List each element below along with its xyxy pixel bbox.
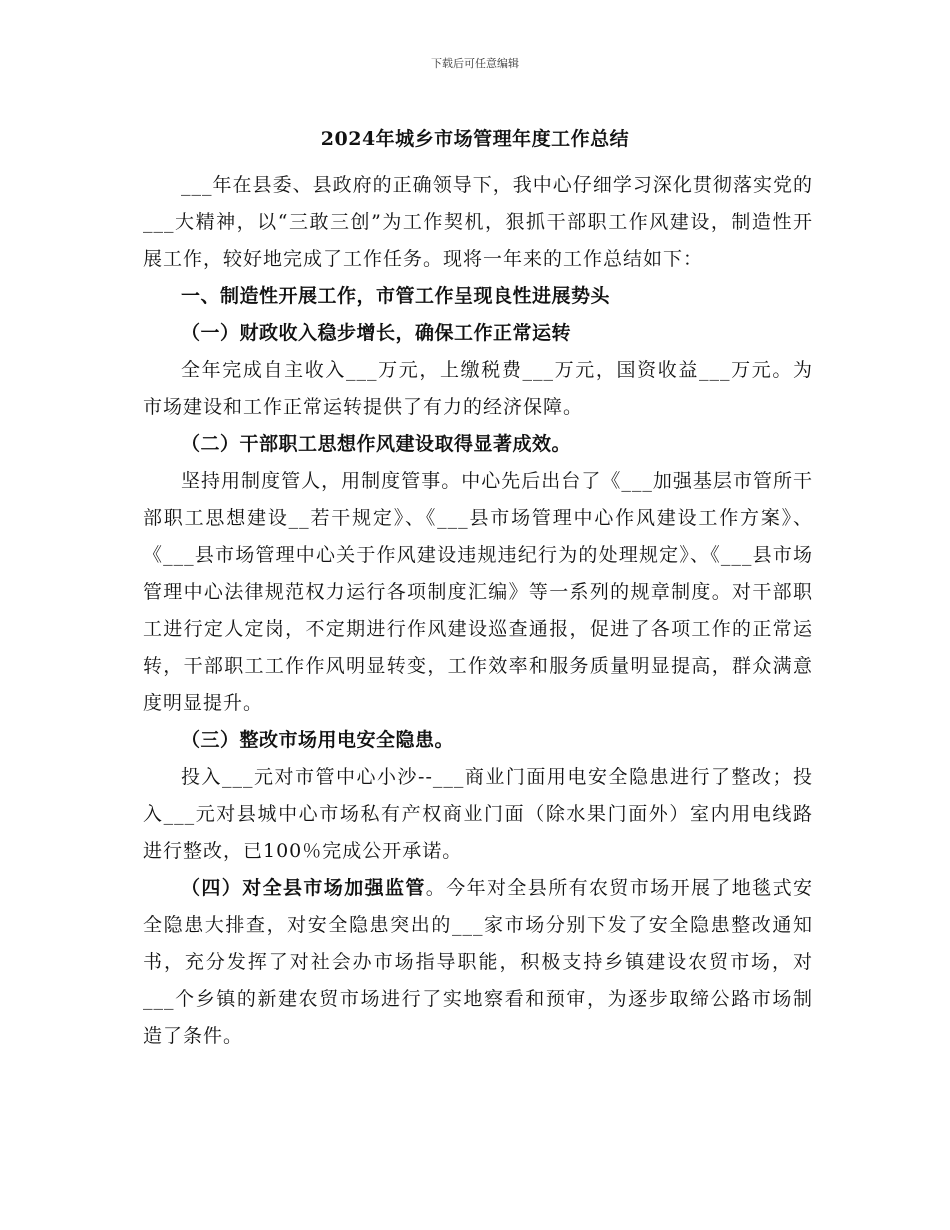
subsection-heading-1: （一）财政收入稳步增长，确保工作正常运转 [181,322,572,344]
subsection-heading-3: （三）整改市场用电安全隐患。 [181,729,455,751]
subsection-paragraph-1: 全年完成自主收入___万元，上缴税费___万元，国资收益___万元。为市场建设和工作正常运转提供了有力的经济保障。 [143,359,813,418]
document-title: 2024年城乡市场管理年度工作总结 [320,128,630,150]
download-note: 下载后可任意编辑 [431,57,519,70]
subsection-heading-2: （二）干部职工思想作风建设取得显著成效。 [181,433,572,455]
subsection-paragraph-3: 投入___元对市管中心小沙--___商业门面用电安全隐患进行了整改；投入___元对县城中心市场私有产权商业门面（除水果门面外）室内用电线路进行整改，已100％完成公开承诺。 [143,766,813,862]
subsection-paragraph-2: 坚持用制度管人，用制度管事。中心先后出台了《___加强基层市管所干部职工思想建设__若干规定》、《___县市场管理中心作风建设工作方案》、《___县市场管理中心关于作风建设违规违纪行为的处理规定》、《___县市场管理中心法律规范权力运行各项制度汇编》等一系列的规章制度。对干部职工进行定人定岗，不定期进行作风建设巡查通报，促进了各项工作的正常运转，干部职工工作作风明显转变，工作效率和服务质量明显提高，群众满意度明显提升。 [143,470,813,714]
subsection-heading-4: （四）对全县市场加强监管 [181,877,426,899]
intro-paragraph: ___年在县委、县政府的正确领导下，我中心仔细学习深化贯彻落实党的___大精神，以“三敢三创”为工作契机，狠抓干部职工作风建设，制造性开展工作，较好地完成了工作任务。现将一年来的工作总结如下： [143,174,813,270]
subsection-text-4: 。今年对全县所有农贸市场开展了地毯式安全隐患大排查，对安全隐患突出的___家市场分别下发了安全隐患整改通知书，充分发挥了对社会办市场指导职能，积极支持乡镇建设农贸市场，对___个乡镇的新建农贸市场进行了实地察看和预审，为逐步取缔公路市场制造了条件。 [143,877,813,1047]
document-body [143,167,813,1055]
section-heading-1: 一、制造性开展工作，市管工作呈现良性进展势头 [181,285,611,307]
subsection-paragraph-4 [143,870,813,1055]
